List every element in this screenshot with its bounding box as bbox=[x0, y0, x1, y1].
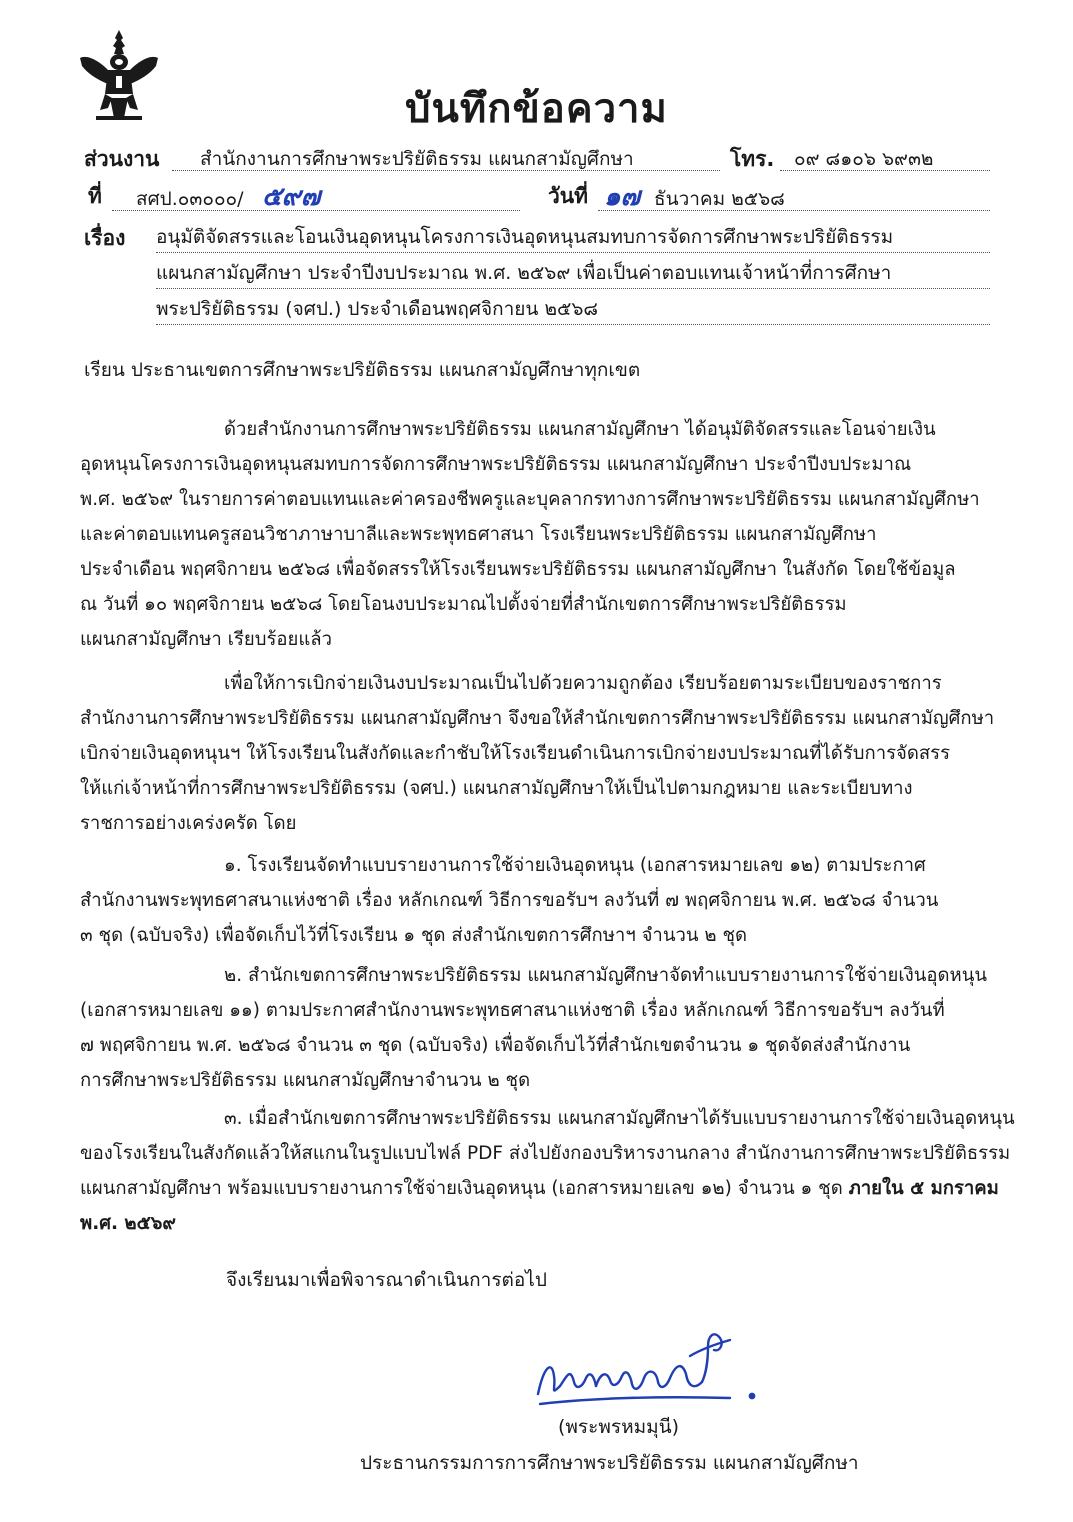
reference-handwritten-number: ๕๙๗ bbox=[262, 182, 321, 212]
signer-name: (พระพรหมมุนี) bbox=[558, 1416, 680, 1438]
para2-line: ราชการอย่างเคร่งครัด โดย bbox=[80, 813, 297, 834]
deadline-text: ภายใน ๕ มกราคม bbox=[848, 1178, 999, 1199]
para1-line: ณ วันที่ ๑๐ พฤศจิกายน ๒๕๖๘ โดยโอนงบประมาณไปตั้งจ่ายที่สำนักเขตการศึกษาพระปริยัติธรรม bbox=[80, 594, 847, 615]
para1-line: พ.ศ. ๒๕๖๙ ในรายการค่าตอบแทนและค่าครองชีพครูและบุคลากรทางการศึกษาพระปริยัติธรรม แผนกสามัญศึกษา bbox=[80, 489, 980, 510]
reference-field bbox=[112, 182, 520, 211]
date-month-year: ธันวาคม ๒๕๖๘ bbox=[654, 188, 785, 210]
item3-line: ของโรงเรียนในสังกัดแล้วให้สแกนในรูปแบบไฟล์ PDF ส่งไปยังกองบริหารงานกลาง สำนักงานการศึกษาพระปริยัติธรรม bbox=[80, 1143, 1011, 1164]
item-3 bbox=[80, 1101, 1022, 1241]
para2-line: เพื่อให้การเบิกจ่ายเงินงบประมาณเป็นไปด้วยความถูกต้อง เรียบร้อยตามระเบียบของราชการ bbox=[224, 673, 942, 694]
subject-line-3: พระปริยัติธรรม (จศป.) ประจำเดือนพฤศจิกายน ๒๕๖๘ bbox=[156, 294, 990, 325]
handwritten-signature bbox=[530, 1316, 770, 1416]
para1-line: แผนกสามัญศึกษา เรียบร้อยแล้ว bbox=[80, 629, 333, 650]
salutation: เรียน ประธานเขตการศึกษาพระปริยัติธรรม แผนกสามัญศึกษาทุกเขต bbox=[84, 359, 641, 381]
item1-line: ๓ ชุด (ฉบับจริง) เพื่อจัดเก็บไว้ที่โรงเรียน ๑ ชุด ส่งสำนักเขตการศึกษาฯ จำนวน ๒ ชุด bbox=[80, 925, 748, 946]
item1-line: สำนักงานพระพุทธศาสนาแห่งชาติ เรื่อง หลักเกณฑ์ วิธีการขอรับฯ ลงวันที่ ๗ พฤศจิกายน พ.ศ. ๒๕๖๘ จำนวน bbox=[80, 890, 939, 911]
item-1 bbox=[80, 848, 1022, 953]
para2-line: เบิกจ่ายเงินอุดหนุนฯ ให้โรงเรียนในสังกัดและกำชับให้โรงเรียนดำเนินการเบิกจ่ายงบประมาณที่ได้รับการจัดสรร bbox=[80, 743, 951, 764]
date-day-handwritten: ๑๗ bbox=[604, 182, 641, 212]
signature-text: พระพรหมมุนี bbox=[530, 1316, 536, 1317]
item2-line: (เอกสารหมายเลข ๑๑) ตามประกาศสำนักงานพระพุทธศาสนาแห่งชาติ เรื่อง หลักเกณฑ์ วิธีการขอรับฯ ลงวันที่ bbox=[80, 1000, 945, 1021]
phone-value: ๐๙ ๘๑๐๖ ๖๙๓๒ bbox=[780, 144, 990, 171]
para1-line: ด้วยสำนักงานการศึกษาพระปริยัติธรรม แผนกสามัญศึกษา ได้อนุมัติจัดสรรและโอนจ่ายเงิน bbox=[224, 419, 936, 440]
closing-sentence: จึงเรียนมาเพื่อพิจารณาดำเนินการต่อไป bbox=[226, 1269, 547, 1291]
subject-line-1: อนุมัติจัดสรรและโอนเงินอุดหนุนโครงการเงินอุดหนุนสมทบการจัดการศึกษาพระปริยัติธรรม bbox=[156, 222, 990, 253]
item2-line: ๒. สำนักเขตการศึกษาพระปริยัติธรรม แผนกสามัญศึกษาจัดทำแบบรายงานการใช้จ่ายเงินอุดหนุน bbox=[224, 965, 988, 986]
item1-line: ๑. โรงเรียนจัดทำแบบรายงานการใช้จ่ายเงินอุดหนุน (เอกสารหมายเลข ๑๒) ตามประกาศ bbox=[224, 855, 926, 876]
deadline-year: พ.ศ. ๒๕๖๙ bbox=[80, 1213, 176, 1234]
para2-line: สำนักงานการศึกษาพระปริยัติธรรม แผนกสามัญศึกษา จึงขอให้สำนักเขตการศึกษาพระปริยัติธรรม แผนกสามัญศึกษา bbox=[80, 708, 995, 729]
item3-line: ๓. เมื่อสำนักเขตการศึกษาพระปริยัติธรรม แผนกสามัญศึกษาได้รับแบบรายงานการใช้จ่ายเงินอุดหนุน bbox=[224, 1108, 1015, 1129]
para1-line: ประจำเดือน พฤศจิกายน ๒๕๖๘ เพื่อจัดสรรให้โรงเรียนพระปริยัติธรรม แผนกสามัญศึกษา ในสังกัด โดยใช้ข้อมูล bbox=[80, 559, 956, 580]
phone-label: โทร. bbox=[730, 147, 775, 171]
reference-label: ที่ bbox=[88, 184, 102, 208]
para1-line: อุดหนุนโครงการเงินอุดหนุนสมทบการจัดการศึกษาพระปริยัติธรรม แผนกสามัญศึกษา ประจำปีงบประมาณ bbox=[80, 454, 912, 475]
item2-line: การศึกษาพระปริยัติธรรม แผนกสามัญศึกษาจำนวน ๒ ชุด bbox=[80, 1070, 531, 1091]
division-label: ส่วนงาน bbox=[84, 147, 160, 171]
division-value: สำนักงานการศึกษาพระปริยัติธรรม แผนกสามัญศึกษา bbox=[172, 144, 720, 171]
item3-line-with-deadline bbox=[80, 1171, 1022, 1206]
para1-line: และค่าตอบแทนครูสอนวิชาภาษาบาลีและพระพุทธศาสนา โรงเรียนพระปริยัติธรรม แผนกสามัญศึกษา bbox=[80, 524, 877, 545]
subject-line-2: แผนกสามัญศึกษา ประจำปีงบประมาณ พ.ศ. ๒๕๖๙ เพื่อเป็นค่าตอบแทนเจ้าหน้าที่การศึกษา bbox=[156, 258, 990, 289]
reference-value: สศป.๐๓๐๐๐/ bbox=[136, 188, 244, 210]
document-title: บันทึกข้อความ bbox=[405, 86, 668, 132]
item-2 bbox=[80, 958, 1022, 1098]
item3-line: แผนกสามัญศึกษา พร้อมแบบรายงานการใช้จ่ายเงินอุดหนุน (เอกสารหมายเลข ๑๒) จำนวน ๑ ชุด bbox=[80, 1178, 849, 1199]
paragraph-instructions bbox=[80, 666, 1022, 841]
item2-line: ๗ พฤศจิกายน พ.ศ. ๒๕๖๘ จำนวน ๓ ชุด (ฉบับจริง) เพื่อจัดเก็บไว้ที่สำนักเขตจำนวน ๑ ชุดจัดส่งสำนักงาน bbox=[80, 1035, 911, 1056]
paragraph-intro bbox=[80, 412, 1022, 657]
date-field bbox=[598, 182, 990, 211]
para2-line: ให้แก่เจ้าหน้าที่การศึกษาพระปริยัติธรรม (จศป.) แผนกสามัญศึกษาให้เป็นไปตามกฎหมาย และระเบียบทาง bbox=[80, 778, 913, 799]
signer-position: ประธานกรรมการการศึกษาพระปริยัติธรรม แผนกสามัญศึกษา bbox=[360, 1452, 859, 1474]
subject-label: เรื่อง bbox=[84, 226, 126, 250]
date-label: วันที่ bbox=[548, 184, 588, 208]
